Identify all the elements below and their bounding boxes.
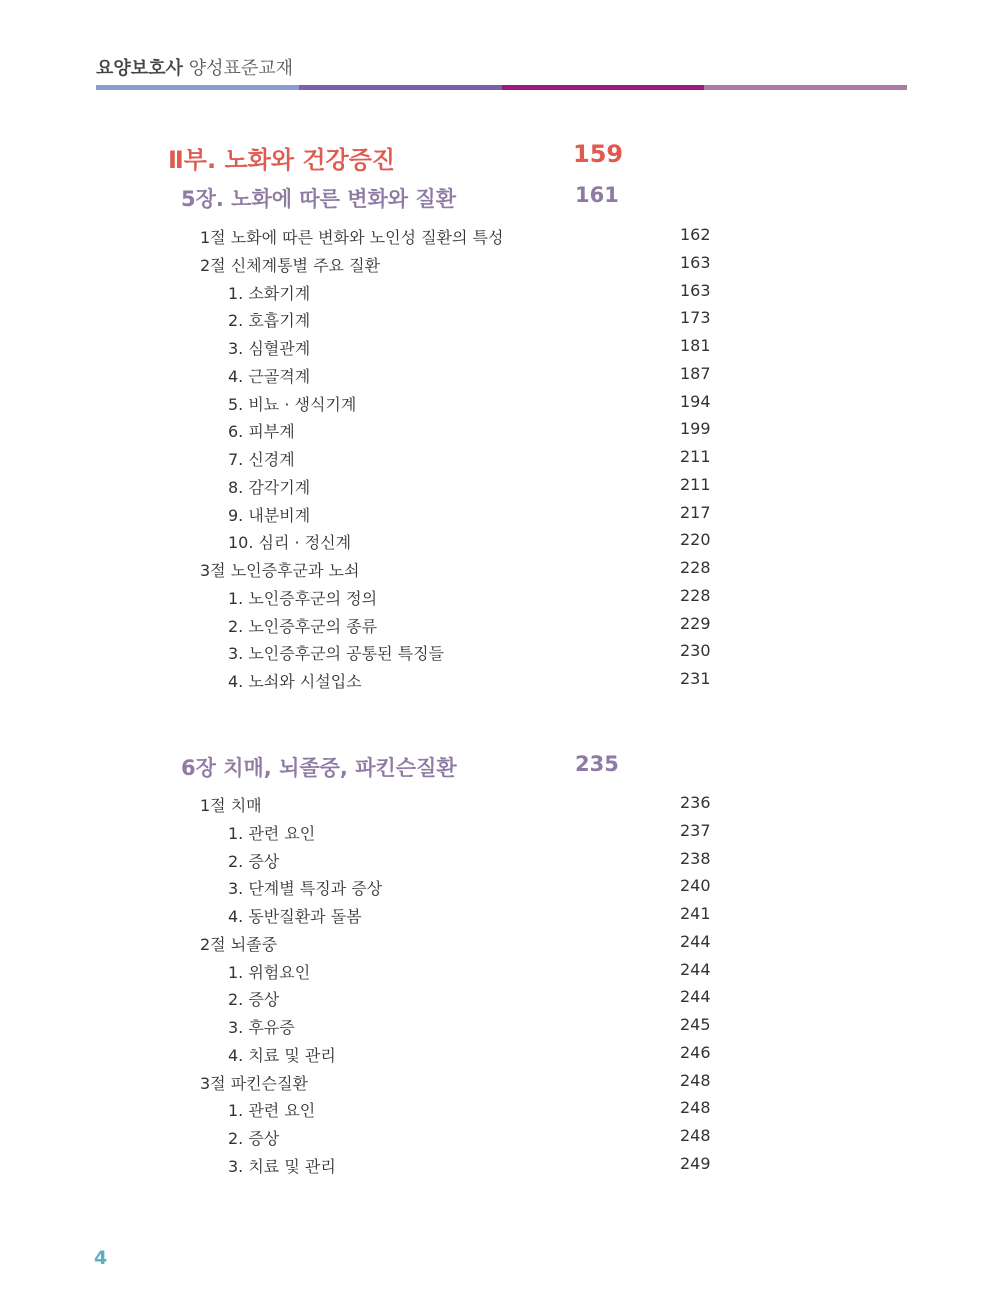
toc-page-number: 228 — [680, 558, 711, 577]
chapter-5-page: 161 — [575, 183, 619, 207]
toc-subsection-entry: 3. 노인증후군의 공통된 특징들 — [228, 644, 444, 664]
page-number: 4 — [94, 1247, 108, 1269]
toc-page-number: 211 — [680, 447, 711, 466]
toc-page-number: 162 — [680, 225, 711, 244]
toc-page-number: 163 — [680, 280, 711, 300]
toc-section-entry: 3절 파킨슨질환 — [200, 1073, 309, 1093]
toc-page-number: 238 — [680, 848, 711, 868]
toc-subsection-entry: 1. 위험요인 — [228, 962, 311, 982]
toc-page-number: 228 — [680, 585, 711, 605]
toc-page-number: 244 — [680, 959, 711, 979]
bar-segment — [502, 85, 705, 90]
toc-subsection-entry: 2. 호흡기계 — [228, 311, 311, 331]
toc-subsection-entry: 3. 심혈관계 — [228, 339, 311, 358]
toc-page-number: 220 — [680, 530, 711, 550]
toc-page-number: 187 — [680, 363, 711, 383]
toc-subsection-entry: 7. 신경계 — [228, 450, 295, 469]
toc-subsection-entry: 1. 노인증후군의 정의 — [228, 588, 378, 608]
toc-section-entry: 2절 신체계통별 주요 질환 — [200, 255, 380, 275]
chapter-6-page: 235 — [575, 752, 619, 776]
toc-page-number: 240 — [680, 876, 711, 896]
toc-subsection-entry: 2. 증상 — [228, 990, 280, 1010]
toc-subsection-entry: 9. 내분비계 — [228, 505, 311, 525]
toc-page-number: 248 — [680, 1098, 711, 1118]
toc-page-number: 248 — [680, 1070, 711, 1090]
chapter-5-title: 5장. 노화에 따른 변화와 질환 — [181, 187, 456, 211]
toc-page-number: 230 — [680, 641, 711, 661]
toc-page-number: 236 — [680, 793, 711, 812]
toc-page-number: 194 — [680, 391, 711, 411]
toc-page-number: 231 — [680, 669, 711, 688]
toc-page-number: 248 — [680, 1126, 711, 1145]
toc-page-number: 181 — [680, 336, 711, 355]
toc-page-number: 241 — [680, 904, 711, 923]
toc-page-number: 199 — [680, 419, 711, 439]
toc-subsection-entry: 1. 관련 요인 — [228, 823, 316, 843]
toc-page-number: 163 — [680, 252, 711, 272]
toc-subsection-entry: 6. 피부계 — [228, 422, 295, 442]
toc-page-number: 244 — [680, 987, 711, 1007]
toc-subsection-entry: 4. 동반질환과 돌봄 — [228, 907, 362, 926]
toc-page-number: 249 — [680, 1153, 711, 1173]
bar-segment — [704, 85, 907, 90]
toc-page-number: 237 — [680, 820, 711, 840]
toc-section-entry: 3절 노인증후군과 노쇠 — [200, 561, 360, 580]
toc-subsection-entry: 5. 비뇨 · 생식기계 — [228, 394, 357, 414]
toc-page-number: 173 — [680, 308, 711, 328]
toc-subsection-entry: 3. 치료 및 관리 — [228, 1156, 336, 1176]
toc-section-entry: 1절 치매 — [200, 796, 262, 815]
toc-subsection-entry: 4. 근골격계 — [228, 366, 311, 386]
toc-subsection-entry: 4. 노쇠와 시설입소 — [228, 672, 362, 691]
bar-segment — [299, 85, 502, 90]
toc-subsection-entry: 8. 감각기계 — [228, 477, 311, 497]
toc-subsection-entry: 1. 소화기계 — [228, 283, 311, 303]
toc-page-number: 217 — [680, 502, 711, 522]
toc-page-number: 244 — [680, 931, 711, 951]
part-page: 159 — [573, 140, 624, 168]
toc-page-number: 245 — [680, 1015, 711, 1034]
bar-segment — [96, 85, 299, 90]
toc-subsection-entry: 3. 후유증 — [228, 1018, 295, 1037]
toc-subsection-entry: 3. 단계별 특징과 증상 — [228, 879, 383, 899]
part-title: Ⅱ부. 노화와 건강증진 — [168, 146, 396, 174]
toc-subsection-entry: 2. 증상 — [228, 851, 280, 871]
chapter-6-title: 6장 치매, 뇌졸중, 파킨슨질환 — [181, 756, 457, 780]
toc-subsection-entry: 1. 관련 요인 — [228, 1101, 316, 1121]
toc-section-entry: 2절 뇌졸중 — [200, 934, 278, 954]
header-title-rest: 양성표준교재 — [188, 58, 294, 79]
header-color-bar — [96, 85, 907, 90]
toc-page-number: 211 — [680, 474, 711, 494]
toc-subsection-entry: 2. 노인증후군의 종류 — [228, 616, 378, 636]
running-header — [96, 54, 293, 80]
toc-page-number: 229 — [680, 613, 711, 633]
toc-section-entry: 1절 노화에 따른 변화와 노인성 질환의 특성 — [200, 228, 504, 247]
header-title-bold: 요양보호사 — [96, 58, 183, 79]
toc-subsection-entry: 2. 증상 — [228, 1129, 280, 1148]
toc-page-number: 246 — [680, 1042, 711, 1062]
toc-subsection-entry: 4. 치료 및 관리 — [228, 1045, 336, 1065]
toc-subsection-entry: 10. 심리 · 정신계 — [228, 533, 352, 553]
